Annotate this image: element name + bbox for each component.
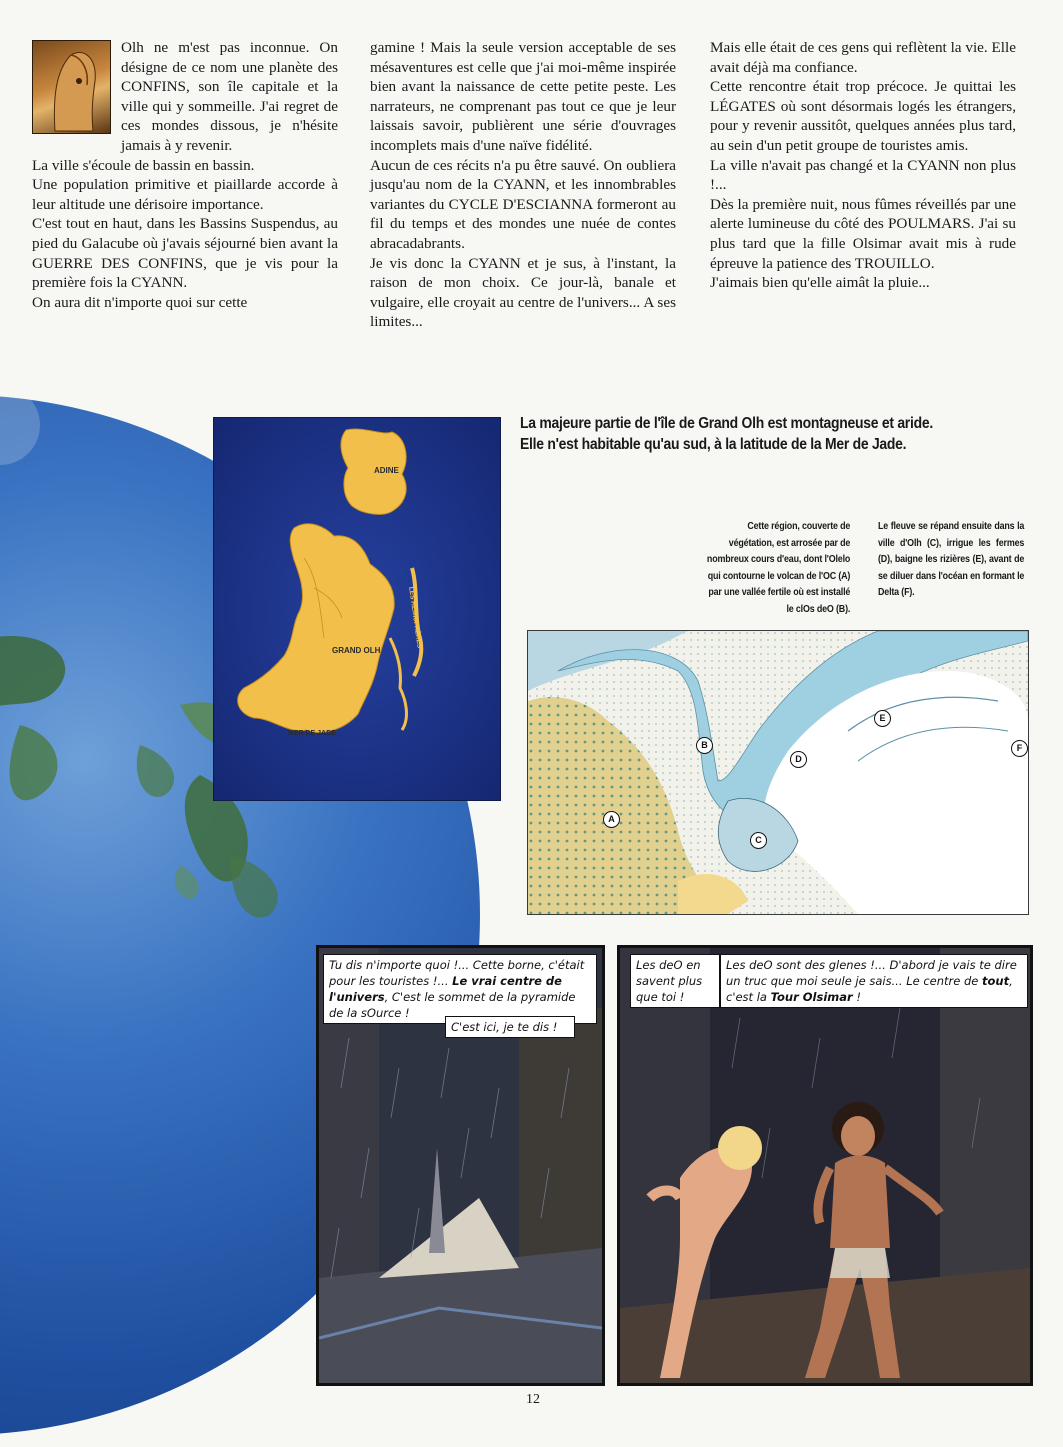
map-label-mer-de-jade: MER DE JADE [288, 730, 336, 737]
island-map-inset [213, 417, 501, 801]
bubble-text: , C'est le sommet de la pyramide de la sOurce ! [329, 990, 576, 1020]
col3-paragraph: La ville n'avait pas changé et la CYANN non plus !... [710, 156, 1016, 194]
col3-paragraph: Dès la première nuit, nous fûmes réveillés par une alerte lumineuse du côté des POULMARS. J'ai su plus tard que la fille Olsimar avait mis à rude épreuve la patience des TROUILLO. [710, 195, 1016, 272]
speech-bubble-deo: Les deO en savent plus que toi ! [630, 954, 720, 1008]
delta-pin-d: D [790, 751, 807, 768]
col1-paragraph: Olh ne m'est pas inconnue. On désigne de ce nom une planète des CONFINS, son île capitale et la ville qui y sommeille. J'ai regret de ces mondes dissous, je n'hésite jamais à y revenir. [121, 39, 338, 154]
bubble-emphasis: tout [982, 974, 1010, 988]
map-label-hemispheres: LES HÉMISPHÈRES [407, 586, 423, 649]
delta-pin-a: A [603, 811, 620, 828]
text-column-1 [32, 38, 338, 312]
comic-panel-1 [316, 945, 605, 1386]
col3-paragraph: Cette rencontre était trop précoce. Je quittai les LÉGATES où sont désormais logés les étrangers, pour y revenir aussitôt, quelques années plus tard, au sein d'un petit groupe de touristes amis. [710, 78, 1016, 154]
text-column-3 [710, 38, 1016, 293]
portrait-illustration [32, 40, 111, 134]
col1-paragraph: On aura dit n'importe quoi sur cette [32, 293, 248, 311]
speech-bubble-tourists [323, 954, 597, 1024]
bubble-text: , c'est la [726, 974, 1013, 1004]
map-headline [520, 413, 970, 455]
col2-paragraph: Je vis donc la CYANN et je sus, à l'instant, la raison de mon choix. Ce jour-là, banale et vulgaire, elle croyait au centre de l'univers... A ses limites... [370, 254, 676, 331]
delta-map-illustration [527, 630, 1029, 915]
headline-line: Elle n'est habitable qu'au sud, à la latitude de la Mer de Jade. [520, 436, 907, 453]
page-number: 12 [526, 1392, 540, 1407]
bubble-text: Tu dis n'importe quoi !... Cette borne, c'était pour les touristes !... [329, 958, 585, 988]
bubble-emphasis: Le vrai centre de l'univers [329, 974, 562, 1004]
map-label-grand-olh: GRAND OLH [332, 646, 381, 655]
col2-paragraph: gamine ! Mais la seule version acceptable de ses mésaventures est celle que j'ai moi-même inspirée bien avant la naissance de cette petite peste. Les narrateurs, ne comprenant pas tout ce que je leur laissais savoir, publièrent une série d'ouvrages incomplets mais d'une naïve fidélité. [370, 39, 676, 154]
col2-paragraph: Aucun de ces récits n'a pu être sauvé. On oubliera jusqu'au nom de la CYANN, et les innombrables variantes du CYCLE D'ESCIANNA formeront au fil du temps et des mondes une nuée de contes abracadabrants. [370, 156, 676, 252]
bubble-text: ! [852, 990, 861, 1004]
caption-left: Cette région, couverte de végétation, est arrosée par de nombreux cours d'eau, dont l'Olelo qui contourne le volcan de l'OC (A) par une vallée fertile où est installé le clOs deO (B). [706, 520, 851, 615]
col1-paragraph: La ville s'écoule de bassin en bassin. [32, 156, 255, 174]
speech-bubble-tour-olsimar [720, 954, 1028, 1008]
headline-line: La majeure partie de l'île de Grand Olh est montagneuse et aride. [520, 415, 933, 432]
delta-pin-c: C [750, 832, 767, 849]
bubble-emphasis: Tour Olsimar [770, 990, 853, 1004]
bubble-text: Les deO sont des glenes !... D'abord je vais te dire un truc que moi seule je sais... Le centre de [726, 958, 1017, 988]
col1-paragraph: Une population primitive et piaillarde accorde à leur altitude une dérisoire importance. [32, 176, 338, 213]
delta-pin-e: E [874, 710, 891, 727]
delta-pin-f: F [1011, 740, 1028, 757]
col3-paragraph: Mais elle était de ces gens qui reflètent la vie. Elle avait déjà ma confiance. [710, 39, 1016, 76]
caption-right: Le fleuve se répand ensuite dans la ville d'Olh (C), irrigue les fermes (D), baigne les rizières (E), avant de se diluer dans l'océan en formant le Delta (F). [878, 520, 1025, 598]
comic-panel-2 [617, 945, 1033, 1386]
text-column-2 [370, 38, 676, 332]
col3-paragraph: J'aimais bien qu'elle aimât la pluie... [710, 274, 930, 292]
map-label-adine: ADINE [374, 466, 399, 475]
col1-paragraph: C'est tout en haut, dans les Bassins Suspendus, au pied du Galacube où j'avais séjourné bien avant la GUERRE DES CONFINS, que je vis pour la première fois la CYANN. [32, 215, 338, 292]
delta-pin-b: B [696, 737, 713, 754]
speech-bubble-ici: C'est ici, je te dis ! [445, 1016, 575, 1038]
